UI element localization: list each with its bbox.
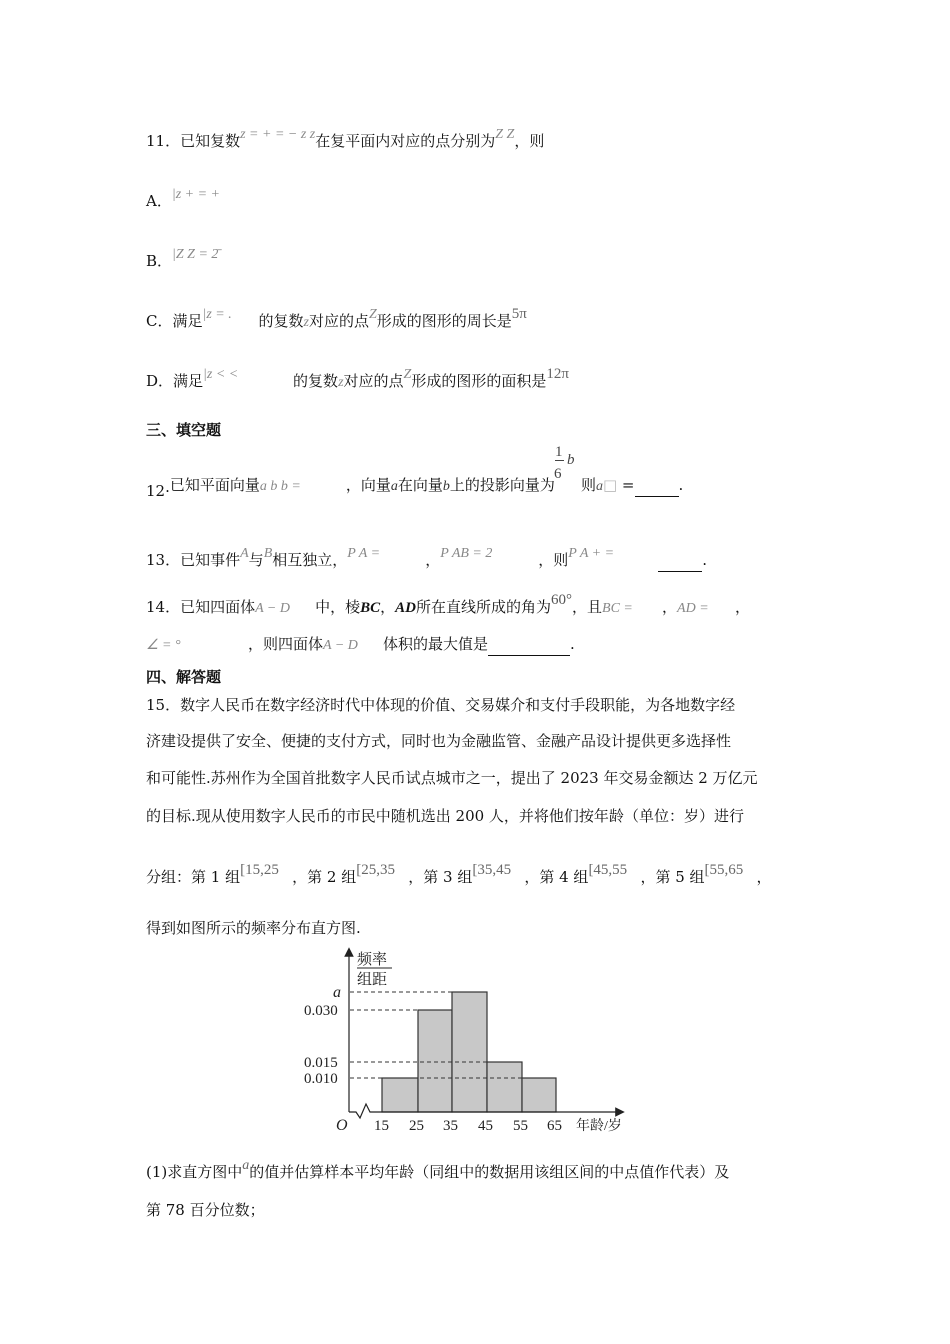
groups-intro: 分组： xyxy=(146,868,192,886)
q15-paragraph-line: 和可能性.苏州作为全国首批数字人民币试点城市之一，提出了 2023 年交易金额达 2 万亿元 xyxy=(146,769,758,787)
math-expression: BC = xyxy=(602,601,633,616)
comma: ， xyxy=(735,598,751,616)
stem-text: 在向量 xyxy=(397,476,443,494)
q15-groups-line xyxy=(146,862,772,888)
comma: ， xyxy=(524,868,540,886)
variable: z xyxy=(303,315,309,330)
comma: ， xyxy=(756,868,772,886)
x-tick: 55 xyxy=(513,1118,528,1134)
stem-text: 已知四面体 xyxy=(180,598,256,616)
group-interval: [15,25 xyxy=(240,862,279,878)
question-number: 12 xyxy=(146,482,166,500)
stem-text: ，则 xyxy=(514,132,545,150)
variable: a xyxy=(390,479,398,494)
option-label: A． xyxy=(146,192,172,210)
stem-text: 在复平面内对应的点分别为 xyxy=(315,132,496,150)
option-text: 满足 xyxy=(173,372,204,390)
stem-text: ，向量 xyxy=(345,476,391,494)
group-label: 第 5 组 xyxy=(655,868,705,886)
option-text: 形成的图形的周长是 xyxy=(376,312,512,330)
question-number: 11． xyxy=(146,132,181,150)
y-tick-0030: 0.030 xyxy=(304,1003,338,1019)
dot: · xyxy=(165,482,170,500)
group-label: 第 1 组 xyxy=(191,868,241,886)
q15-sub1-line1 xyxy=(146,1158,730,1184)
answer-blank[interactable] xyxy=(658,555,702,572)
option-text: 对应的点 xyxy=(343,372,404,390)
period: . xyxy=(570,635,575,653)
variable: z xyxy=(338,375,344,390)
comma: ， xyxy=(425,551,441,569)
q11-option-d xyxy=(146,366,569,393)
period: . xyxy=(702,551,708,569)
stem-text: 中，棱 xyxy=(315,598,361,616)
y-label-denominator: 组距 xyxy=(357,972,388,988)
stem-text: 上的投影向量为 xyxy=(449,476,555,494)
q11-option-a xyxy=(146,187,220,213)
section-heading: 三、填空题 xyxy=(146,421,222,439)
x-axis-break xyxy=(349,1104,620,1118)
y-tick-a: a xyxy=(333,984,341,1001)
y-tick-0015: 0.015 xyxy=(304,1055,338,1071)
variable: A xyxy=(240,546,249,561)
math-expression: z = + = − z z xyxy=(240,127,316,142)
q11-stem xyxy=(146,127,545,153)
edge-bc: BC xyxy=(360,600,381,616)
stem-text: ，则 xyxy=(538,551,569,569)
y-tick-0010: 0.010 xyxy=(304,1071,338,1087)
origin-label: O xyxy=(336,1117,348,1134)
fraction-numerator: 1 xyxy=(554,444,563,460)
y-label-numerator: 频率 xyxy=(357,952,388,968)
q12 xyxy=(146,444,684,500)
x-tick: 65 xyxy=(547,1118,562,1134)
math-expression: A − D xyxy=(323,638,358,653)
reference-lines xyxy=(350,992,522,1078)
group-label: 第 4 组 xyxy=(539,868,589,886)
q15-paragraph-line: 15．数字人民币在数字经济时代中体现的价值、交易媒介和支付手段职能，为各地数字经 xyxy=(146,696,736,714)
math-expression: |Z Z = 2̄ xyxy=(172,247,219,262)
bar-55-65 xyxy=(522,1078,556,1112)
option-text: 满足 xyxy=(172,312,203,330)
x-axis-label: 年龄/岁 xyxy=(576,1119,622,1134)
period: . xyxy=(678,476,684,494)
fraction xyxy=(553,444,581,490)
histogram-bars xyxy=(382,992,556,1112)
option-text: 形成的图形的面积是 xyxy=(411,372,547,390)
question-number: 13． xyxy=(146,551,181,569)
variable: b xyxy=(442,479,450,494)
q15-paragraph-line: 的目标.现从使用数字人民币的市民中随机选出 200 人，并将他们按年龄（单位：岁）进行 xyxy=(146,807,744,825)
variable: a xyxy=(595,479,603,494)
comma: ， xyxy=(408,868,424,886)
stem-text: 相互独立， xyxy=(272,551,348,569)
x-tick: 25 xyxy=(409,1118,424,1134)
math-expression: |z < < xyxy=(203,367,239,382)
x-tick: 35 xyxy=(443,1118,458,1134)
math-expression: P A = xyxy=(347,546,381,561)
stem-text: 已知平面向量 xyxy=(169,476,260,494)
option-text: 的复数 xyxy=(293,372,339,390)
sub-question-text: (1)求直方图中 xyxy=(146,1163,243,1181)
option-value: 12π xyxy=(546,366,569,382)
angle-value: 60° xyxy=(551,592,573,608)
option-text: 对应的点 xyxy=(308,312,369,330)
stem-text: ，则四面体 xyxy=(248,635,324,653)
equals: = xyxy=(621,476,635,494)
math-expression: ∠ = ° xyxy=(146,638,181,653)
comma: ， xyxy=(640,868,656,886)
math-expression: P AB = 2 xyxy=(440,546,493,561)
answer-blank[interactable] xyxy=(488,639,570,656)
group-label: 第 2 组 xyxy=(307,868,357,886)
section-heading: 四、解答题 xyxy=(146,668,222,686)
group-interval: [55,65 xyxy=(704,862,744,878)
math-expression: |z + = + xyxy=(171,187,220,202)
bar-25-35 xyxy=(418,1010,452,1112)
option-value: 5π xyxy=(511,306,527,322)
group-interval: [25,35 xyxy=(356,862,395,878)
stem-text: 则 xyxy=(580,476,596,494)
variable: Z xyxy=(403,367,412,382)
stem-text: ，且 xyxy=(572,598,603,616)
x-tick: 15 xyxy=(374,1118,389,1134)
q14-line2 xyxy=(146,634,575,656)
stem-text: 与 xyxy=(248,551,264,569)
option-text: 的复数 xyxy=(258,312,304,330)
edge-ad: AD xyxy=(395,600,416,616)
math-expression: Z Z xyxy=(495,127,515,142)
stem-text: 已知事件 xyxy=(180,551,241,569)
placeholder-glyph: □ xyxy=(602,476,618,494)
q15-after-groups: 得到如图所示的频率分布直方图. xyxy=(146,919,361,937)
comma: ， xyxy=(662,598,678,616)
fraction-denominator: 6 xyxy=(553,466,562,482)
x-tick: 45 xyxy=(478,1118,493,1134)
q15-paragraph-line: 济建设提供了安全、便捷的支付方式，同时也为金融监管、金融产品设计提供更多选择性 xyxy=(146,732,732,750)
stem-text: 已知复数 xyxy=(180,132,241,150)
math-expression: P A + = xyxy=(568,546,615,561)
q11-option-b xyxy=(146,247,219,273)
bar-35-45 xyxy=(452,992,487,1112)
stem-text: 所在直线所成的角为 xyxy=(416,598,552,616)
group-interval: [35,45 xyxy=(472,862,512,878)
option-label: C． xyxy=(146,312,173,330)
group-label: 第 3 组 xyxy=(423,868,473,886)
answer-blank[interactable] xyxy=(635,480,679,497)
math-expression: AD = xyxy=(677,601,709,616)
variable: B xyxy=(263,546,273,561)
math-expression: a b b = xyxy=(259,479,301,494)
bar-15-25 xyxy=(382,1078,418,1112)
variable: Z xyxy=(368,307,377,322)
variable: a xyxy=(242,1158,250,1173)
q11-option-c xyxy=(146,306,527,333)
math-expression: A − D xyxy=(255,601,290,616)
option-label: B． xyxy=(146,252,173,270)
fraction-bar xyxy=(555,460,564,461)
question-number: 14． xyxy=(146,598,181,616)
math-expression: |z = . xyxy=(202,307,232,322)
stem-text: 体积的最大值是 xyxy=(383,635,489,653)
q14-line1 xyxy=(146,592,751,619)
comma: ， xyxy=(292,868,308,886)
vector-variable: b xyxy=(566,452,575,468)
sub-question-text: 的值并估算样本平均年龄（同组中的数据用该组区间的中点值作代表）及 xyxy=(249,1163,730,1181)
option-label: D． xyxy=(146,372,174,390)
group-interval: [45,55 xyxy=(588,862,628,878)
q13 xyxy=(146,546,708,572)
bar-45-55 xyxy=(487,1062,522,1112)
comma: ， xyxy=(380,598,396,616)
q15-sub1-line2: 第 78 百分位数； xyxy=(146,1201,265,1219)
